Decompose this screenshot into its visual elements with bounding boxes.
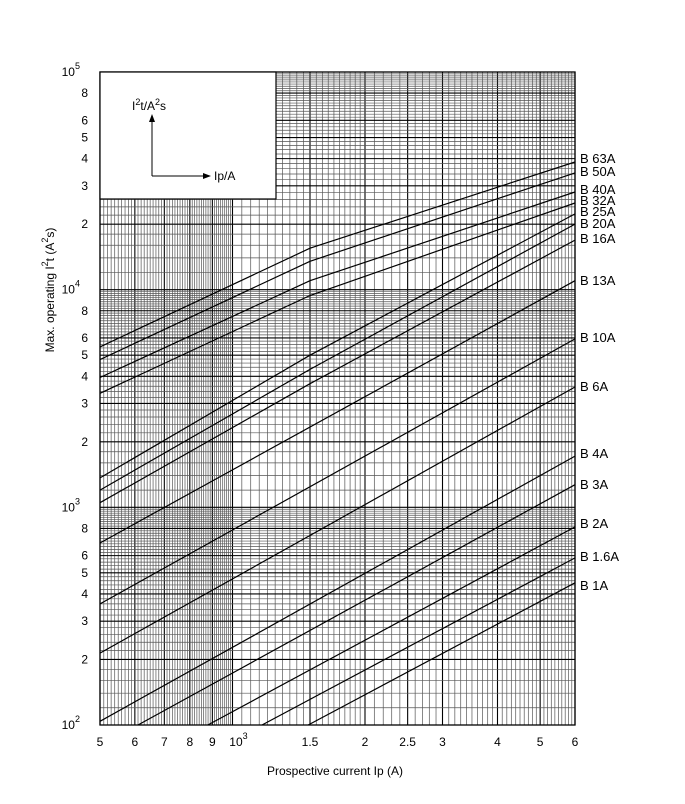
- y-tick-label: [81, 549, 88, 563]
- x-tick-label-base: 5: [536, 735, 544, 749]
- y-tick-label-base: 2: [81, 652, 88, 667]
- x-tick-label-base: 7: [160, 735, 168, 749]
- curve-label: B 3A: [580, 477, 609, 492]
- y-axis-title-part: s): [43, 227, 57, 238]
- inset-y-label-part: 2: [155, 97, 161, 107]
- curve-label: B 40A: [580, 182, 616, 197]
- y-axis-title-part: Max. operating I: [43, 266, 57, 353]
- y-tick-label-base: 8: [81, 303, 88, 318]
- x-tick-label: [209, 735, 216, 749]
- curve-b6a: [100, 387, 575, 653]
- y-tick-label: [62, 279, 80, 297]
- curve-label: B 10A: [580, 330, 616, 345]
- y-tick-label: [81, 396, 88, 410]
- y-tick-label-base: 10: [61, 282, 75, 297]
- curve-label: B 1A: [580, 578, 609, 593]
- x-tick-label-base: 8: [186, 735, 194, 749]
- curve-b32a: [100, 203, 575, 393]
- y-tick-label: [81, 131, 88, 145]
- x-tick-label-exp: 3: [242, 731, 248, 741]
- y-tick-label-exp: 4: [74, 278, 80, 289]
- inset-y-label-part: t/A: [140, 99, 156, 113]
- y-tick-label: [81, 566, 88, 580]
- curve-b40a: [100, 192, 575, 378]
- y-tick-label-base: 5: [81, 348, 88, 363]
- x-tick-label: [494, 735, 501, 749]
- y-tick-label: [81, 369, 88, 383]
- curve-label: B 4A: [580, 446, 609, 461]
- x-tick-label-base: 6: [131, 735, 139, 749]
- y-tick-label: [81, 587, 88, 601]
- y-tick-label: [81, 152, 88, 166]
- x-tick-label-base: 10: [229, 735, 243, 749]
- y-tick-label: [81, 113, 88, 127]
- y-tick-label: [81, 304, 88, 318]
- x-tick-label-base: 4: [494, 735, 501, 749]
- y-axis-title-part: 2: [40, 237, 50, 243]
- y-tick-label-base: 4: [81, 369, 88, 384]
- y-tick-label-base: 4: [81, 151, 88, 166]
- curve-label: B 6A: [580, 379, 609, 394]
- curve-b20a: [100, 224, 575, 490]
- y-tick-label-base: 8: [81, 86, 88, 101]
- inset-legend: [100, 72, 276, 199]
- y-tick-label-base: 2: [81, 434, 88, 449]
- x-tick-label-base: 2: [361, 735, 369, 749]
- curve-label: B 1.6A: [580, 549, 620, 564]
- inset-y-label-part: s: [160, 99, 167, 113]
- y-tick-label: [62, 496, 80, 514]
- y-axis-title-part: 2: [40, 261, 50, 267]
- y-tick-label-base: 4: [81, 586, 88, 601]
- x-tick-label: [399, 735, 416, 749]
- y-tick-label-base: 3: [81, 396, 88, 411]
- y-tick-label: [81, 614, 88, 628]
- y-tick-label-exp: 3: [74, 496, 80, 507]
- x-tick-label: [572, 735, 579, 749]
- curve-b13a: [100, 281, 575, 543]
- y-axis-title-part: t (A: [43, 242, 57, 262]
- y-tick-label-base: 6: [81, 330, 88, 345]
- y-tick-label: [81, 217, 88, 231]
- y-tick-label-base: 5: [81, 565, 88, 580]
- y-tick-label-base: 10: [61, 65, 75, 79]
- x-tick-label-base: 2.5: [399, 735, 416, 749]
- x-tick-label-base: 6: [571, 735, 579, 749]
- curve-b4a: [100, 456, 575, 721]
- x-tick-label-base: 5: [96, 735, 104, 749]
- y-tick-label-base: 5: [81, 130, 88, 145]
- curve-label: B 20A: [580, 216, 616, 231]
- x-tick-label: [186, 735, 193, 749]
- y-tick-label: [81, 348, 88, 362]
- y-tick-label: [62, 714, 80, 732]
- curve-b10a: [100, 339, 575, 604]
- y-tick-label-exp: 2: [74, 714, 80, 724]
- y-tick-label-base: 3: [81, 614, 88, 629]
- x-tick-label: [302, 735, 319, 749]
- y-tick-label: [81, 331, 88, 345]
- y-tick-label: [81, 521, 88, 535]
- curve-label: B 25A: [580, 204, 616, 219]
- y-tick-label-base: 6: [81, 113, 88, 128]
- curve-b25a: [100, 214, 575, 478]
- x-tick-label: [537, 735, 544, 749]
- x-tick-label: [439, 735, 446, 749]
- x-tick-label: [229, 731, 247, 749]
- x-tick-label: [362, 735, 369, 749]
- x-tick-label-base: 3: [439, 735, 446, 749]
- curve-label: B 16A: [580, 231, 616, 246]
- y-tick-label: [81, 179, 88, 193]
- x-axis-title: Prospective current Ip (A): [266, 764, 404, 778]
- inset-y-label-part: I: [132, 99, 136, 113]
- curve-label: B 32A: [580, 193, 616, 208]
- curves: [100, 162, 575, 725]
- curve-label: B 63A: [580, 151, 616, 166]
- y-tick-label-base: 8: [81, 521, 88, 536]
- inset-x-label: Ip/A: [214, 169, 236, 183]
- x-tick-label-base: 9: [209, 735, 216, 749]
- y-tick-label-base: 6: [81, 548, 88, 563]
- curve-label: B 50A: [580, 164, 616, 179]
- y-tick-label-exp: 5: [74, 61, 80, 71]
- curve-label: B 13A: [580, 273, 616, 288]
- y-tick-label: [81, 86, 88, 100]
- x-tick-label: [97, 735, 104, 749]
- y-tick-label: [62, 61, 80, 79]
- curve-label: B 2A: [580, 516, 609, 531]
- y-tick-label-base: 2: [81, 217, 88, 232]
- x-tick-label-base: 1.5: [301, 735, 319, 749]
- x-tick-label: [132, 735, 139, 749]
- inset-box: [100, 72, 276, 199]
- y-tick-label: [81, 652, 88, 666]
- y-tick-label-base: 10: [61, 500, 75, 515]
- inset-y-label-part: 2: [135, 97, 141, 107]
- y-tick-label: [81, 435, 88, 449]
- y-tick-label-base: 10: [61, 718, 75, 732]
- x-tick-label: [161, 735, 168, 749]
- y-axis-title: [40, 228, 57, 353]
- y-tick-label-base: 3: [81, 178, 88, 193]
